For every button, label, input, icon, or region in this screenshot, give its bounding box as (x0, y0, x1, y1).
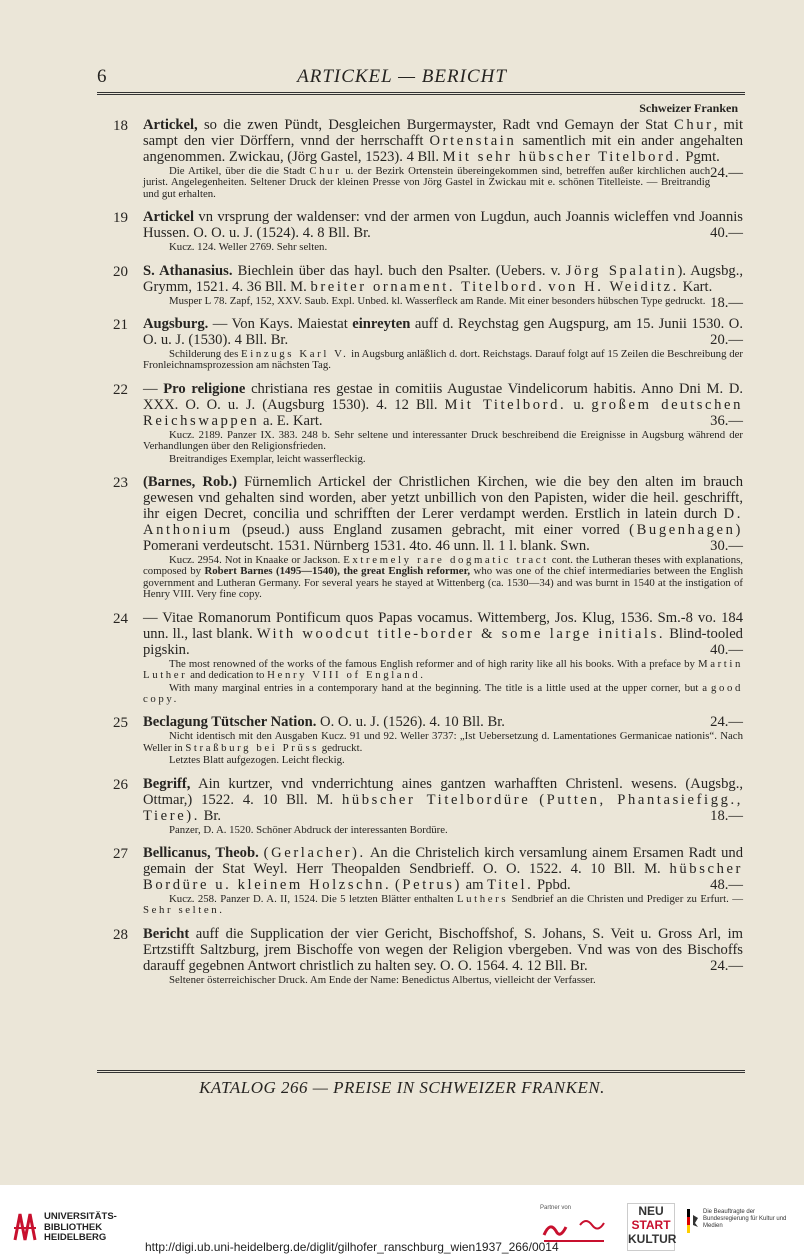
text-run: u. der Bezirk Ortenstein übereingekommen sind, betreffen außer kirchlichen auch jurist. Angelegenheiten. Seltener Druck der kleinen Presse von Jörg Gastel in Zwickau mit e. schönen Titelleiste. — Breitrandig und gut erhalten. (143, 165, 711, 200)
spaced-emphasis: hübscher Bordüre u. kleinem Holzschn. (143, 860, 743, 893)
entry-price: 40.— (710, 225, 743, 242)
text-run: Musper L 78. Zapf, 152, XXV. Saub. Expl. Unbed. kl. Wasserfleck am Rande. Mit einer besonders hübschen Type gedruckt. (169, 294, 706, 307)
entry-price: 40.— (710, 641, 743, 658)
text-run: Breitrandiges Exemplar, leicht wasserfleckig. (169, 452, 366, 465)
bold-term: S. Athanasius. (143, 262, 233, 279)
entry-price: 30.— (710, 538, 743, 555)
entry-number: 27 (113, 845, 128, 862)
page-number: 6 (97, 66, 107, 87)
text-run: Panzer, D. A. 1520. Schöner Abdruck der interessanten Bordüre. (169, 823, 448, 836)
spaced-emphasis: D. Anthonium (143, 506, 743, 539)
spaced-emphasis: hübscher Titelbordüre (341, 791, 531, 808)
catalog-entry (113, 845, 743, 917)
text-run: who was one of the chief intermediaries between the English government and Lutheran Germany. For several years he stayed at Wittenberg (ca. 1530—34) and was burnt in 1540 at the instigation of Henry VIII. Very fine copy. (143, 565, 743, 601)
entry-note (143, 454, 743, 465)
entry-price: 24.— (710, 957, 743, 974)
entry-price: 24.— (710, 165, 743, 181)
bold-term: Artickel (143, 209, 195, 226)
footer-rule (97, 1070, 745, 1075)
spaced-emphasis: von H. Weiditz. (548, 278, 679, 295)
entry-number: 28 (113, 926, 128, 943)
catalog-entry (113, 610, 743, 706)
text-run: Kart. (679, 278, 713, 295)
entry-note (143, 731, 743, 754)
text-run (530, 792, 539, 808)
text-run: in Augsburg anläßlich d. dort. Reichstags. Darauf folgt auf 15 Zeilen die Beschreibung der Fronleichnamsprozession am nächsten Tag. (143, 348, 744, 372)
text-run: — Von Kays. Maiestat (208, 316, 353, 333)
entry-number: 25 (113, 715, 128, 732)
text-run: O. O. u. J. (1526). 4. 10 Bll. Br. (316, 714, 505, 731)
text-run: Kucz. 2189. Panzer IX. 383. 248 b. Sehr seltene und interessanter Druck beschreibend die Ereignisse in Augsburg während der Verhandlungen über den Religionsfrieden. (143, 428, 743, 453)
running-title: ARTICKEL — BERICHT (297, 66, 507, 87)
catalog-entry (113, 474, 743, 601)
catalog-footer: KATALOG 266 — PREISE IN SCHWEIZER FRANKEN. (199, 1078, 605, 1097)
text-run: Kucz. 124. Weller 2769. Sehr selten. (169, 241, 328, 254)
ub-line-3: HEIDELBERG (44, 1232, 107, 1243)
spaced-emphasis: (Petrus) (394, 876, 462, 893)
ub-heidelberg-logo-icon[interactable] (12, 1210, 38, 1244)
entry-description (143, 209, 743, 241)
spaced-emphasis: großem deutschen Reichswappen (143, 396, 743, 429)
spaced-emphasis: Jörg Spalatin (565, 262, 678, 279)
text-run: Biechlein über das hayl. buch den Psalter. (Uebers. v. (232, 262, 566, 279)
text-run: vn vrsprung der waldenser: vnd der armen von Lugdun, auch Joannis wicleffen vnd Joannis Hussen. O. O. u. J. (1524). 4. 8 Bll. Br. (143, 209, 743, 242)
catalog-entry (113, 776, 743, 836)
entry-note (143, 555, 743, 601)
entry-number: 20 (113, 263, 128, 280)
header-rule (97, 92, 745, 97)
spaced-emphasis: Chur (674, 117, 714, 133)
bold-term: Robert Barnes (1495—1540), the great English reformer, (204, 565, 471, 578)
ub-line-2: BIBLIOTHEK (44, 1221, 103, 1233)
entry-description (143, 610, 743, 658)
text-run: and dedication to (187, 669, 268, 682)
kultur-label: KULTUR (628, 1232, 677, 1246)
text-run: u. (566, 396, 592, 413)
text-run: Pgmt. (681, 149, 720, 165)
entry-note (143, 975, 743, 986)
entry-number: 23 (113, 475, 128, 492)
entry-note (143, 166, 743, 200)
entry-description (143, 845, 743, 893)
text-run: Blind-tooled pigskin. (143, 625, 743, 658)
text-run: The most renowned of the works of the famous English reformer and of high rarity like all his books. With a preface by (169, 657, 698, 670)
spaced-emphasis: Titel. (487, 876, 534, 893)
text-run: ). Augsbg., Grymm, 1521. 4. 36 Bll. M. (143, 262, 743, 295)
entry-note (143, 755, 743, 766)
bold-term: Bericht (143, 925, 190, 942)
text-run: Letztes Blatt aufgezogen. Leicht fleckig. (169, 754, 345, 767)
entry-description (143, 714, 743, 730)
text-run: An die Christelich kirch versamlung ainem Ersamen Radt und gemain der Stat Weyl. Herr Theopalden Sendbrieff. O. O. 1522. 4. 10 Bll. M. (143, 844, 744, 877)
entry-description (143, 316, 743, 348)
bold-term: einreyten (352, 316, 411, 333)
text-run: (pseud.) auss England zusamen gebracht, mit einer vorred (232, 522, 630, 539)
catalog-entry (113, 714, 743, 766)
entry-number: 26 (113, 776, 128, 793)
catalog-entries (113, 117, 743, 995)
bkm-eagle-icon[interactable] (687, 1209, 699, 1233)
text-run: Schilderung des (169, 348, 242, 361)
spaced-emphasis: Straßburg bei Prüss (185, 741, 320, 754)
text-run: With many marginal entries in a contemporary hand at the beginning. The title is a little used at the upper corner, but a (169, 681, 711, 694)
spaced-emphasis: Martin Luther (143, 657, 743, 682)
catalog-entry (113, 926, 743, 986)
entry-price: 18.— (710, 807, 743, 824)
entry-note (143, 430, 743, 453)
text-run: — (143, 380, 164, 397)
ub-heidelberg-name[interactable] (44, 1212, 117, 1244)
entry-number: 18 (113, 118, 128, 134)
catalog-entry (113, 209, 743, 253)
partner-label: Partner von (540, 1205, 572, 1211)
entry-number: 22 (113, 381, 128, 398)
text-run: Nicht identisch mit den Ausgaben Kucz. 91 und 92. Weller 3737: „Ist Uebersetzung d. Lamentationes Germanicae nationis“. Nach Weller in (143, 730, 743, 754)
entry-description (143, 776, 743, 824)
neu-label: NEU (638, 1204, 664, 1218)
entry-note (143, 825, 743, 836)
text-run: Sendbrief an die Christen und Prediger zu Erfurt. — (508, 892, 743, 905)
text-run: auff d. Reychstag gen Augspurg, am 15. Junii 1530. O. O. u. J. (1530). 4 Bll. Br. (143, 316, 743, 349)
text-run: a. E. Kart. (259, 412, 323, 429)
text-run: auff die Supplication der vier Gericht, Bischoffshof, S. Johans, S. Veit u. Gross Arl, im Ertzstifft Saltzburg, jrem Bischoffe von wegen der Religion vbergeben. Vnd was von des Bischoffs darauff gegebnen Antwort christlich zu halten sey. O. O. 1564. 4. 12 Bll. Br. (143, 925, 743, 974)
entry-note (143, 296, 743, 307)
text-run: Br. (199, 807, 222, 824)
entry-description (143, 381, 743, 429)
entry-price: 18.— (710, 294, 743, 311)
text-run: Kucz. 258. Panzer D. A. II, 1524. Die 5 letzten Blätter enthalten (169, 892, 457, 905)
catalog-entry (113, 117, 743, 200)
spaced-emphasis: Chur (309, 165, 342, 177)
currency-label: Schweizer Franken (639, 101, 738, 115)
entry-description (143, 474, 743, 554)
spaced-emphasis: With woodcut title-border & some large initials. (256, 625, 666, 642)
text-run: cont. the Lutheran theses with explanations, composed by (143, 554, 743, 578)
text-run: am (461, 876, 488, 893)
entry-number: 19 (113, 210, 128, 227)
bold-term: Artickel, (143, 117, 198, 133)
spaced-emphasis: Ortenstain (429, 133, 517, 149)
text-run: Ppbd. (533, 876, 571, 893)
spaced-emphasis: Henry VIII of England. (267, 669, 426, 682)
entry-number: 21 (113, 317, 128, 334)
bold-term: Augsburg. (143, 316, 209, 333)
entry-note (143, 894, 743, 917)
text-run: christiana res gestae in comitiis Augustae Vindelicorum habitis. Anno Dni M. D. XXX. O. O. u. J. (Augsburg 1530). 4. 12 Bll. (143, 380, 744, 413)
spaced-emphasis: good copy. (143, 681, 743, 705)
spaced-emphasis: Sehr selten. (143, 904, 225, 917)
text-run: — Vitae Romanorum Pontificum quos Papas vocamus. Wittemberg, Jos. Klug, 1536. Sm.-8 vo. 184 unn. ll., last blank. (143, 609, 743, 642)
source-url-link[interactable]: http://digi.ub.uni-heidelberg.de/diglit/gilhofer_ranschburg_wien1937_266/0014 (145, 1240, 559, 1254)
spaced-emphasis: breiter ornament. Titelbord. (310, 278, 545, 295)
catalog-entry (113, 262, 743, 311)
bold-term: Beclagung Tütscher Nation. (143, 714, 317, 731)
catalog-entry (113, 381, 743, 465)
entry-price: 36.— (710, 412, 743, 429)
bkm-label: Die Beauftragte der Bundesregierung für Kultur und Medien (703, 1209, 787, 1229)
text-run: Fürnemlich Artickel der Christlichen Kirchen, wie die bey den alten im brauch gewesen vnd gehalten sind worden, aber yetzt unbillich von den Papisten, wider die heil. geschrifft, ihr eigen Decret, concilia und schrifften der Lerer verdampt werden. Erstlich in latein durch (143, 474, 743, 523)
entry-note (143, 242, 743, 253)
spaced-emphasis: Mit Titelbord. (444, 396, 567, 413)
spaced-emphasis: (Putten, Phantasiefigg., Tiere). (143, 791, 743, 824)
bold-term: Bellicanus, Theob. (143, 844, 259, 861)
bold-term: (Barnes, Rob.) (143, 474, 237, 491)
bold-term: Pro religione (163, 380, 246, 397)
entry-price: 24.— (710, 714, 743, 731)
neustart-kultur-logo[interactable] (627, 1203, 675, 1251)
entry-note (143, 349, 743, 372)
ub-line-1: UNIVERSITÄTS- (44, 1211, 117, 1222)
entry-number: 24 (113, 610, 128, 627)
text-run: Seltener österreichischer Druck. Am Ende der Name: Benedictus Albertus, vielleicht der Verfasser. (169, 973, 596, 986)
spaced-emphasis: Mit sehr hübscher Titelbord. (442, 149, 682, 165)
text-run: Ain kurtzer, vnd vnderrichtung aines gantzen warhafften Christenl. wesens. (Augsbg., Ottmar,) 1522. 4. 10 Bll. M. (143, 775, 743, 808)
text-run: , mit sampt den vier Dörffern, vnnd der herrschafft (143, 117, 743, 149)
spaced-emphasis: Luthers (456, 892, 509, 905)
text-run: Die Artikel, über die die Stadt (169, 165, 310, 177)
entry-price: 20.— (710, 332, 743, 349)
bold-term: Begriff, (143, 775, 191, 792)
text-run: so die zwen Pündt, Desgleichen Burgermayster, Radt vnd Gemayn der Stat (197, 117, 675, 133)
spaced-emphasis: Extremely rare dogmatic tract (343, 554, 549, 567)
text-run: Kucz. 2954. Not in Knaake or Jackson. (169, 554, 344, 567)
spaced-emphasis: (Bugenhagen) (629, 522, 743, 539)
text-run: Pomerani verdeutscht. 1531. Nürnberg 1531. 4to. 46 unn. ll. 1 l. blank. Swn. (143, 538, 590, 555)
entry-description (143, 926, 743, 974)
entry-note (143, 659, 743, 682)
catalog-entry (113, 316, 743, 372)
entry-note (143, 683, 743, 706)
spaced-emphasis: Einzugs Karl V. (241, 348, 349, 361)
spaced-emphasis: (Gerlacher). (263, 844, 366, 861)
text-run: samentlich mit ein ander angehalten angenommen. Zwickau, (Jörg Gastel, 1523). 4 Bll. (143, 133, 743, 165)
entry-price: 48.— (710, 876, 743, 893)
text-run: gedruckt. (319, 741, 363, 754)
start-label: START (631, 1218, 671, 1232)
